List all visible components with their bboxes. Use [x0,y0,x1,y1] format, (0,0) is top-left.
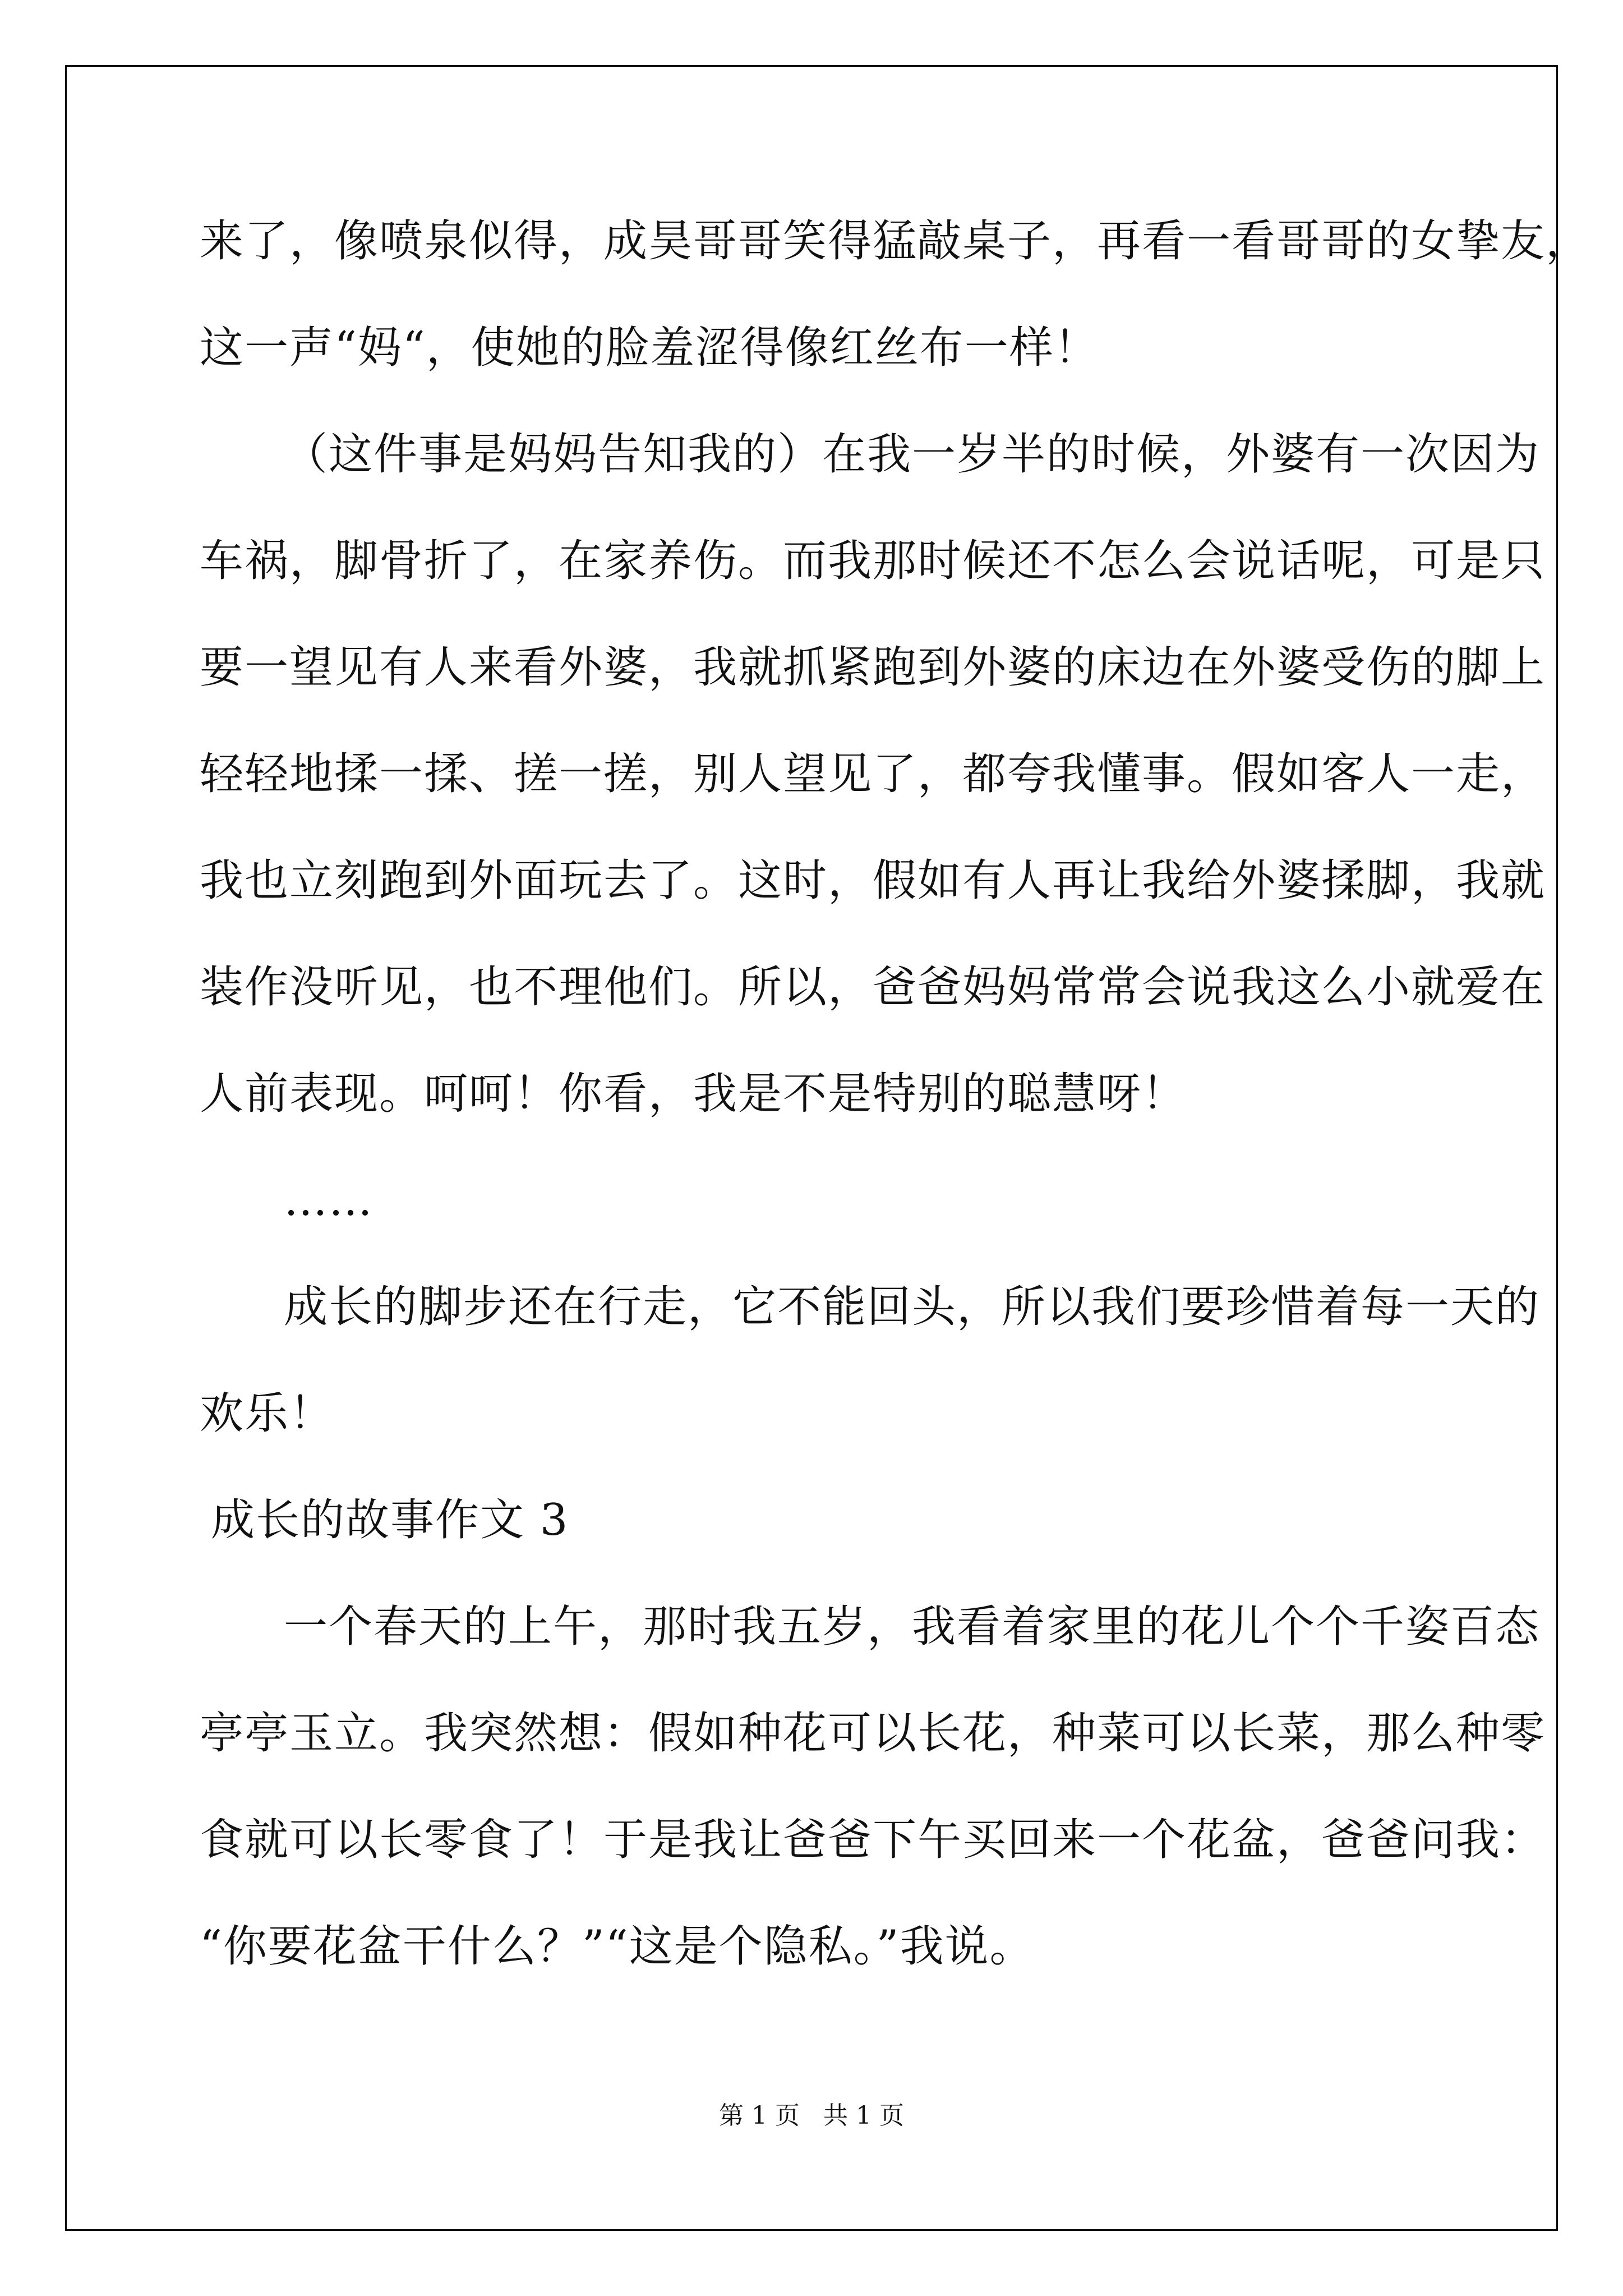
text-line: 我也立刻跑到外面玩去了。这时，假如有人再让我给外婆揉脚，我就 [200,855,1546,906]
document-body [200,188,1591,2000]
text-line: 车祸，脚骨折了，在家养伤。而我那时候还不怎么会说话呢，可是只 [200,536,1546,586]
section-heading: 成长的故事作文 3 [211,1495,569,1545]
page-total: 共 1 页 [823,2101,904,2130]
text-line: 欢乐！ [200,1388,335,1439]
text-line: 人前表现。呵呵！你看，我是不是特别的聪慧呀！ [200,1069,1187,1119]
text-line: 来了，像喷泉似得，成昊哥哥笑得猛敲桌子，再看一看哥哥的女挚友， [200,216,1591,266]
text-line: 食就可以长零食了！于是我让爸爸下午买回来一个花盆，爸爸问我： [200,1815,1546,1865]
page-number: 第 1 页 [719,2101,800,2130]
text-line: 装作没听见，也不理他们。所以，爸爸妈妈常常会说我这么小就爱在 [200,962,1546,1013]
page-footer [0,2095,1623,2131]
text-line: “你要花盆干什么？”“这是个隐私。”我说。 [200,1921,1035,1972]
text-line: 轻轻地揉一揉、搓一搓，别人望见了，都夸我懂事。假如客人一走， [200,749,1546,799]
text-line: 亭亭玉立。我突然想：假如种花可以长花，种菜可以长菜，那么种零 [200,1708,1546,1759]
text-line: 一个春天的上午，那时我五岁，我看着家里的花儿个个千姿百态 [284,1602,1541,1652]
ellipsis-line: …… [284,1175,374,1226]
text-line: （这件事是妈妈告知我的）在我一岁半的时候，外婆有一次因为 [284,429,1541,480]
text-line: 要一望见有人来看外婆，我就抓紧跑到外婆的床边在外婆受伤的脚上 [200,642,1546,693]
text-line: 成长的脚步还在行走，它不能回头，所以我们要珍惜着每一天的 [284,1282,1541,1332]
text-line: 这一声“妈“，使她的脸羞涩得像红丝布一样！ [200,323,1099,373]
